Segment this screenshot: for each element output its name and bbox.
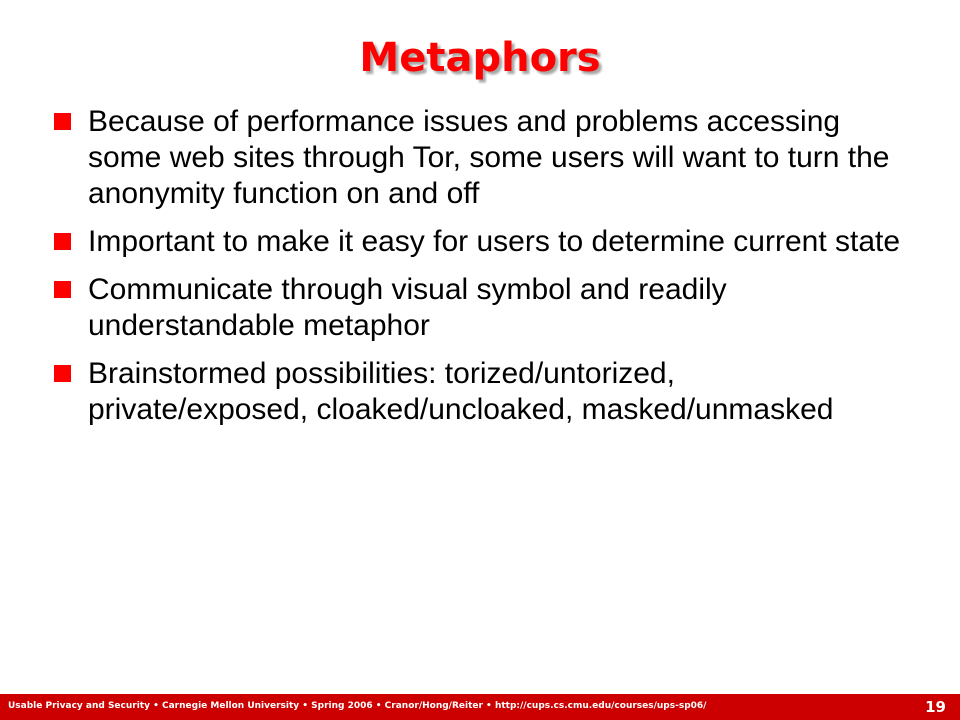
bullet-text: Because of performance issues and problems accessing some web sites through Tor, some users will want to turn the anonymity function on and off — [88, 105, 890, 210]
red-square-bullet-icon — [54, 365, 71, 382]
footer-text: Usable Privacy and Security • Carnegie Mellon University • Spring 2006 • Cranor/Hong/Reiter • http://cups.cs.cmu.edu/courses/ups-sp06/ — [8, 701, 707, 711]
bullet-text: Communicate through visual symbol and readily understandable metaphor — [88, 273, 727, 342]
bullet-text: Important to make it easy for users to determine current state — [88, 225, 901, 258]
bullet-item — [52, 272, 902, 344]
bullet-list — [52, 104, 902, 440]
red-square-bullet-icon — [54, 113, 71, 130]
slide-title: Metaphors — [359, 35, 601, 81]
red-square-bullet-icon — [54, 281, 71, 298]
bullet-item — [52, 224, 902, 260]
footer-bar — [0, 694, 960, 720]
bullet-item — [52, 104, 902, 212]
red-square-bullet-icon — [54, 233, 71, 250]
bullet-text: Brainstormed possibilities: torized/untorized, private/exposed, cloaked/uncloaked, masked/unmasked — [88, 357, 834, 426]
bullet-item — [52, 356, 902, 428]
page-number: 19 — [925, 698, 946, 716]
